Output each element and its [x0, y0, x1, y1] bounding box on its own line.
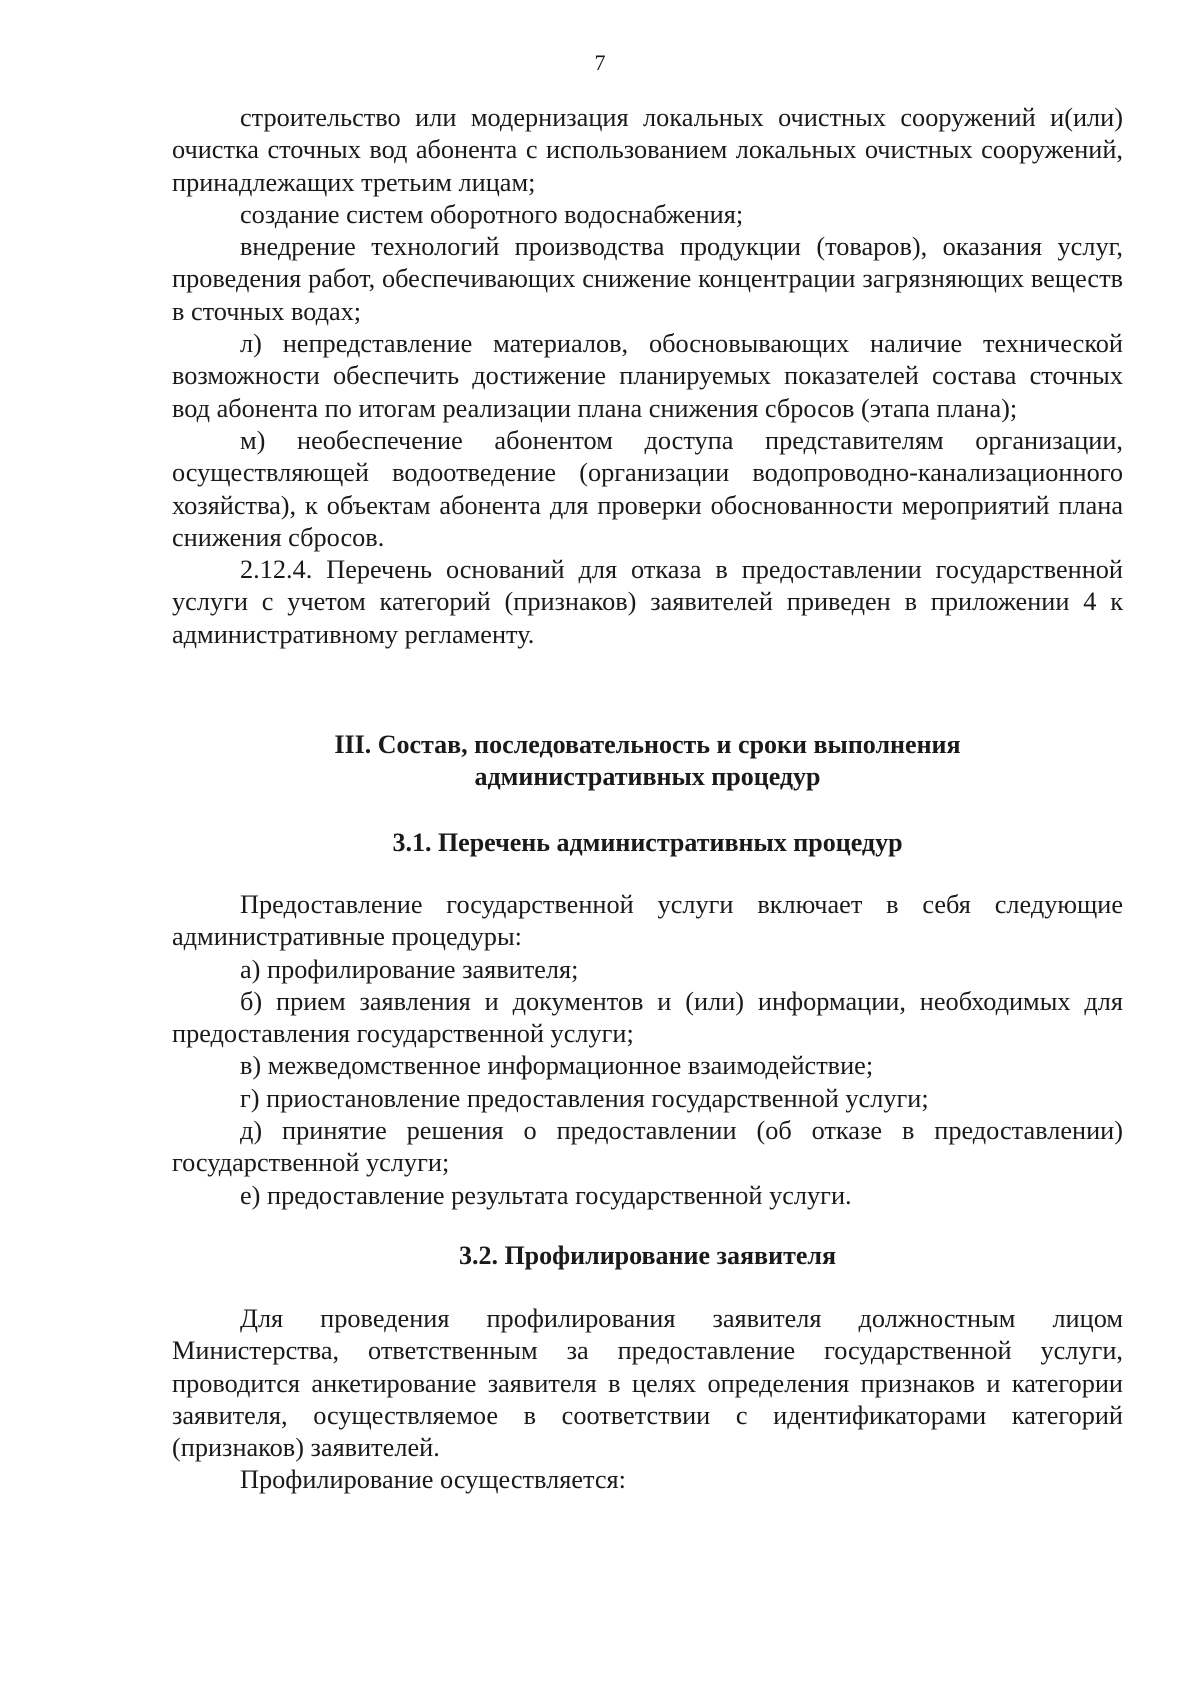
paragraph-profiling-done: Профилирование осуществляется:: [240, 1465, 626, 1495]
section-3-1-heading-block: [172, 827, 1123, 859]
section-3-2-heading: 3.2. Профилирование заявителя: [458, 1241, 837, 1270]
list-item-g: г) приостановление предоставления государственной услуги;: [240, 1083, 929, 1113]
list-item-a: а) профилирование заявителя;: [240, 954, 579, 984]
paragraph-local-treatment: строительство или модернизация локальных очистных сооружений и(или) очистка сточных вод абонента с использованием локальных очистных сооружений, принадлежащих третьим лицам;: [172, 103, 1123, 197]
paragraph-technologies: внедрение технологий производства продукции (товаров), оказания услуг, проведения работ, обеспечивающих снижение концентрации загрязняющих веществ в сточных водах;: [172, 232, 1123, 326]
list-item-e: е) предоставление результата государственной услуги.: [240, 1180, 852, 1210]
paragraph-circulating-water: создание систем оборотного водоснабжения;: [240, 199, 744, 229]
list-item-b: б) прием заявления и документов и (или) информации, необходимых для предоставления государственной услуги;: [172, 986, 1123, 1049]
continued-list-block: [172, 102, 1123, 651]
paragraph-item-m: м) необеспечение абонентом доступа представителям организации, осуществляющей водоотведение (организации водопроводно-канализационного хозяйства), к объектам абонента для проверки обоснованности мероприятий плана снижения сбросов.: [172, 425, 1123, 552]
section-3-2-heading-block: [172, 1240, 1123, 1272]
section-3-heading-line2: административных процедур: [474, 762, 821, 791]
section-3-heading-line1: III. Состав, последовательность и сроки выполнения: [334, 730, 961, 759]
section-3-1-heading: 3.1. Перечень административных процедур: [392, 828, 903, 857]
section-3-1-body: [172, 889, 1123, 1212]
page-number: 7: [594, 50, 606, 75]
list-item-d: д) принятие решения о предоставлении (об отказе в предоставлении) государственной услуги;: [172, 1116, 1123, 1178]
paragraph-procedures-intro: Предоставление государственной услуги включает в себя следующие административные процедуры:: [172, 890, 1123, 952]
section-3-heading: [172, 729, 1123, 793]
section-3-2-body: [172, 1303, 1123, 1497]
paragraph-item-l: л) непредставление материалов, обосновывающих наличие технической возможности обеспечить достижение планируемых показателей состава сточных вод абонента по итогам реализации плана снижения сбросов (этапа плана);: [172, 329, 1123, 423]
list-item-v: в) межведомственное информационное взаимодействие;: [240, 1051, 874, 1081]
paragraph-2-12-4: 2.12.4. Перечень оснований для отказа в предоставлении государственной услуги с учетом категорий (признаков) заявителей приведен в приложении 4 к административному регламенту.: [172, 555, 1123, 649]
paragraph-profiling-purpose: Для проведения профилирования заявителя должностным лицом Министерства, ответственным за предоставление государственной услуги, проводится анкетирование заявителя в целях определения признаков и категории заявителя, осуществляемое в соответствии с идентификаторами категорий (признаков) заявителей.: [172, 1304, 1123, 1463]
